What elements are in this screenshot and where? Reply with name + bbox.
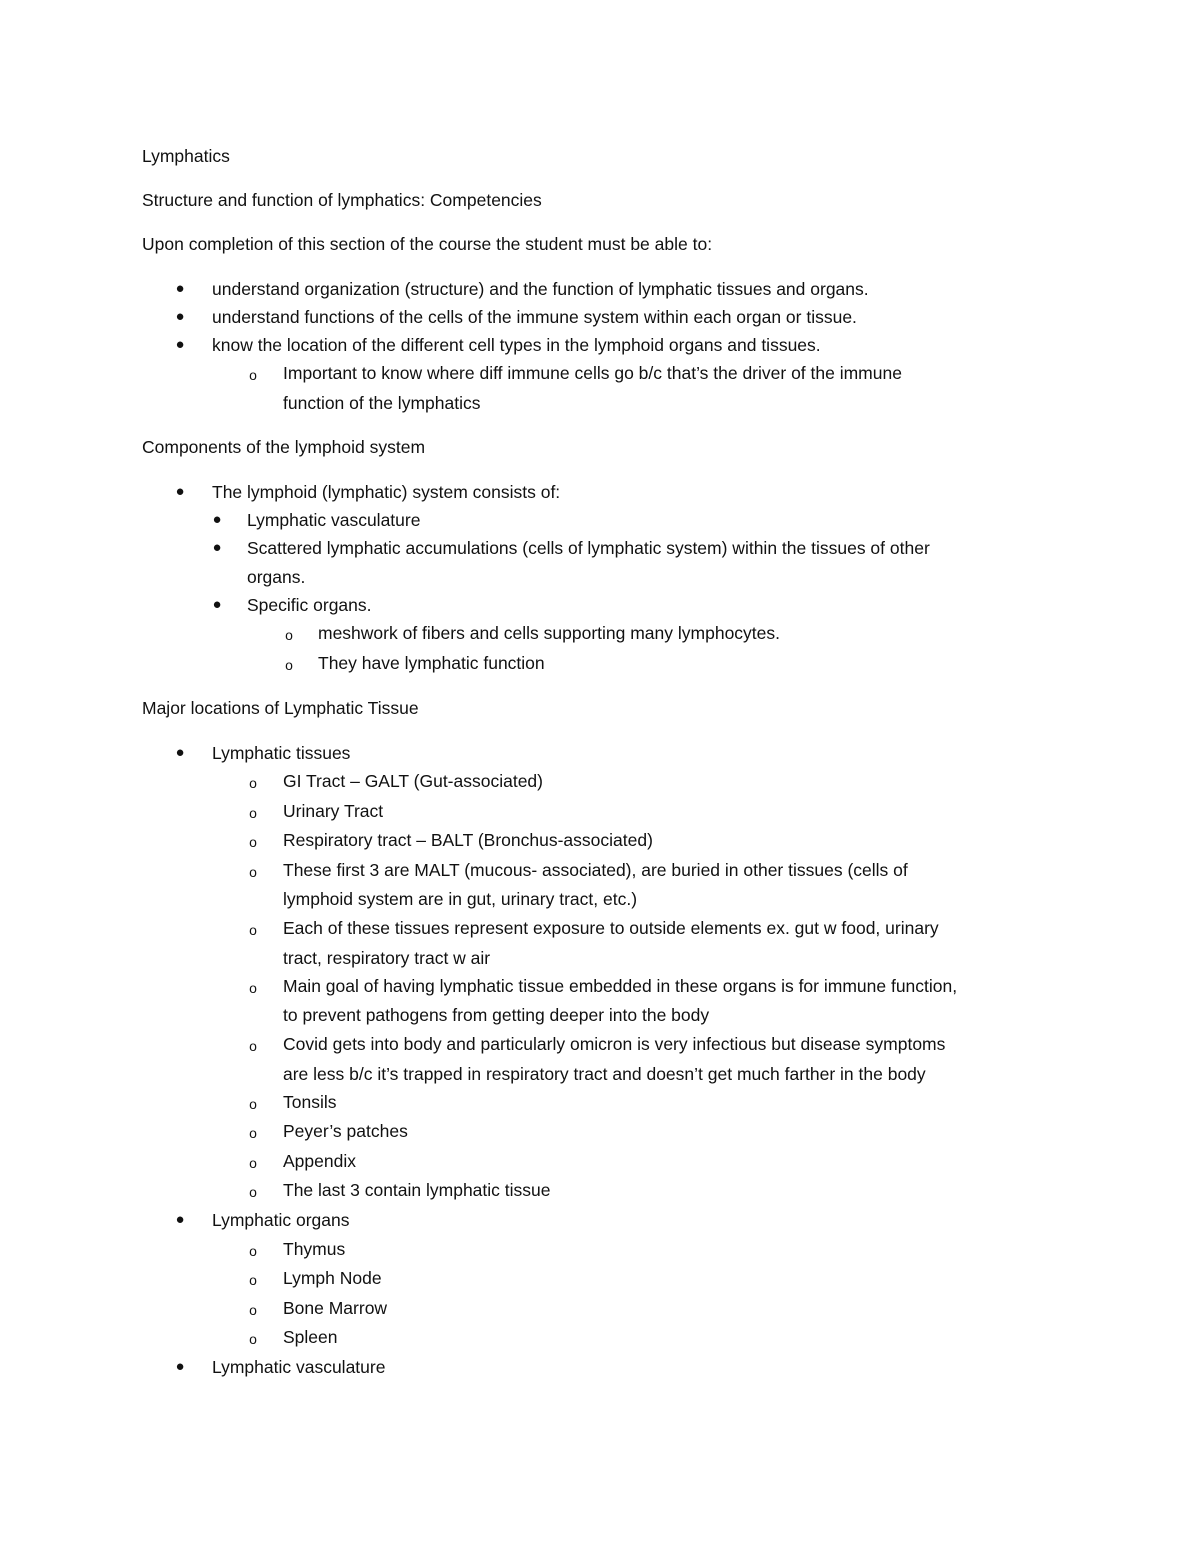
sub-list-item-continued: lymphoid system are in gut, urinary tract, etc.)	[283, 889, 638, 909]
sub-bullet-marker: o	[249, 775, 257, 791]
document-title: Lymphatics	[142, 146, 230, 166]
sub-bullet-marker: o	[249, 980, 257, 996]
sub-list-item: Bone Marrow	[283, 1298, 388, 1318]
sub-list-item: GI Tract – GALT (Gut-associated)	[283, 771, 543, 791]
sub-list-item: Peyer’s patches	[283, 1121, 408, 1141]
section-heading-major-locations: Major locations of Lymphatic Tissue	[142, 698, 419, 718]
section-heading-competencies: Structure and function of lymphatics: Competencies	[142, 190, 542, 210]
section-heading-components: Components of the lymphoid system	[142, 437, 426, 457]
sub-bullet-marker: o	[285, 657, 293, 673]
sub-list-item: Urinary Tract	[283, 801, 384, 821]
sub-bullet-marker: o	[249, 922, 257, 938]
list-item: Lymphatic tissues	[212, 743, 351, 763]
sub-bullet-marker: o	[249, 805, 257, 821]
sub-bullet-marker: o	[249, 834, 257, 850]
bullet-marker: ●	[175, 308, 185, 325]
sub-list-item: Scattered lymphatic accumulations (cells of lymphatic system) within the tissues of other	[247, 538, 930, 558]
sub-bullet-marker: o	[249, 1125, 257, 1141]
sub-list-item: Important to know where diff immune cells go b/c that’s the driver of the immune	[283, 363, 902, 383]
bullet-marker: ●	[212, 511, 222, 528]
bullet-marker: ●	[212, 539, 222, 556]
sub-list-item: These first 3 are MALT (mucous- associated), are buried in other tissues (cells of	[283, 860, 908, 880]
sub-list-item: Appendix	[283, 1151, 356, 1171]
sub-bullet-marker: o	[249, 1155, 257, 1171]
sub-list-item: Lymphatic vasculature	[247, 510, 421, 530]
list-item: Lymphatic vasculature	[212, 1357, 386, 1377]
bullet-marker: ●	[175, 1211, 185, 1228]
list-item: The lymphoid (lymphatic) system consists of:	[212, 482, 561, 502]
sub-bullet-marker: o	[249, 1272, 257, 1288]
sub-list-item: Lymph Node	[283, 1268, 382, 1288]
bullet-marker: ●	[175, 744, 185, 761]
bullet-marker: ●	[175, 336, 185, 353]
sub-bullet-marker: o	[249, 367, 257, 383]
sub-list-item-continued: are less b/c it’s trapped in respiratory tract and doesn’t get much farther in the body	[283, 1064, 926, 1084]
sub-list-item-continued: tract, respiratory tract w air	[283, 948, 491, 968]
sub-list-item: Main goal of having lymphatic tissue embedded in these organs is for immune function,	[283, 976, 958, 996]
sub-bullet-marker: o	[285, 627, 293, 643]
sub-list-item: Each of these tissues represent exposure to outside elements ex. gut w food, urinary	[283, 918, 939, 938]
competencies-intro: Upon completion of this section of the course the student must be able to:	[142, 234, 713, 254]
sub-bullet-marker: o	[249, 1331, 257, 1347]
sub-list-item: Spleen	[283, 1327, 338, 1347]
sub-bullet-marker: o	[249, 1184, 257, 1200]
list-item: know the location of the different cell types in the lymphoid organs and tissues.	[212, 335, 821, 355]
sub-list-item-continued: organs.	[247, 567, 306, 587]
list-item: understand functions of the cells of the immune system within each organ or tissue.	[212, 307, 857, 327]
sub-list-item: The last 3 contain lymphatic tissue	[283, 1180, 551, 1200]
sub-bullet-marker: o	[249, 864, 257, 880]
sub-list-item: Covid gets into body and particularly omicron is very infectious but disease symptoms	[283, 1034, 946, 1054]
sub-bullet-marker: o	[249, 1096, 257, 1112]
sub-sub-list-item: They have lymphatic function	[318, 653, 545, 673]
sub-list-item: Respiratory tract – BALT (Bronchus-associated)	[283, 830, 653, 850]
list-item: Lymphatic organs	[212, 1210, 350, 1230]
sub-sub-list-item: meshwork of fibers and cells supporting many lymphocytes.	[318, 623, 781, 643]
sub-bullet-marker: o	[249, 1038, 257, 1054]
sub-list-item: Thymus	[283, 1239, 346, 1259]
sub-bullet-marker: o	[249, 1243, 257, 1259]
bullet-marker: ●	[175, 280, 185, 297]
sub-list-item: Specific organs.	[247, 595, 372, 615]
bullet-marker: ●	[175, 1358, 185, 1375]
bullet-marker: ●	[212, 596, 222, 613]
sub-list-item-continued: function of the lymphatics	[283, 393, 481, 413]
sub-list-item-continued: to prevent pathogens from getting deeper into the body	[283, 1005, 710, 1025]
list-item: understand organization (structure) and the function of lymphatic tissues and organs.	[212, 279, 869, 299]
bullet-marker: ●	[175, 483, 185, 500]
sub-bullet-marker: o	[249, 1302, 257, 1318]
sub-list-item: Tonsils	[283, 1092, 337, 1112]
